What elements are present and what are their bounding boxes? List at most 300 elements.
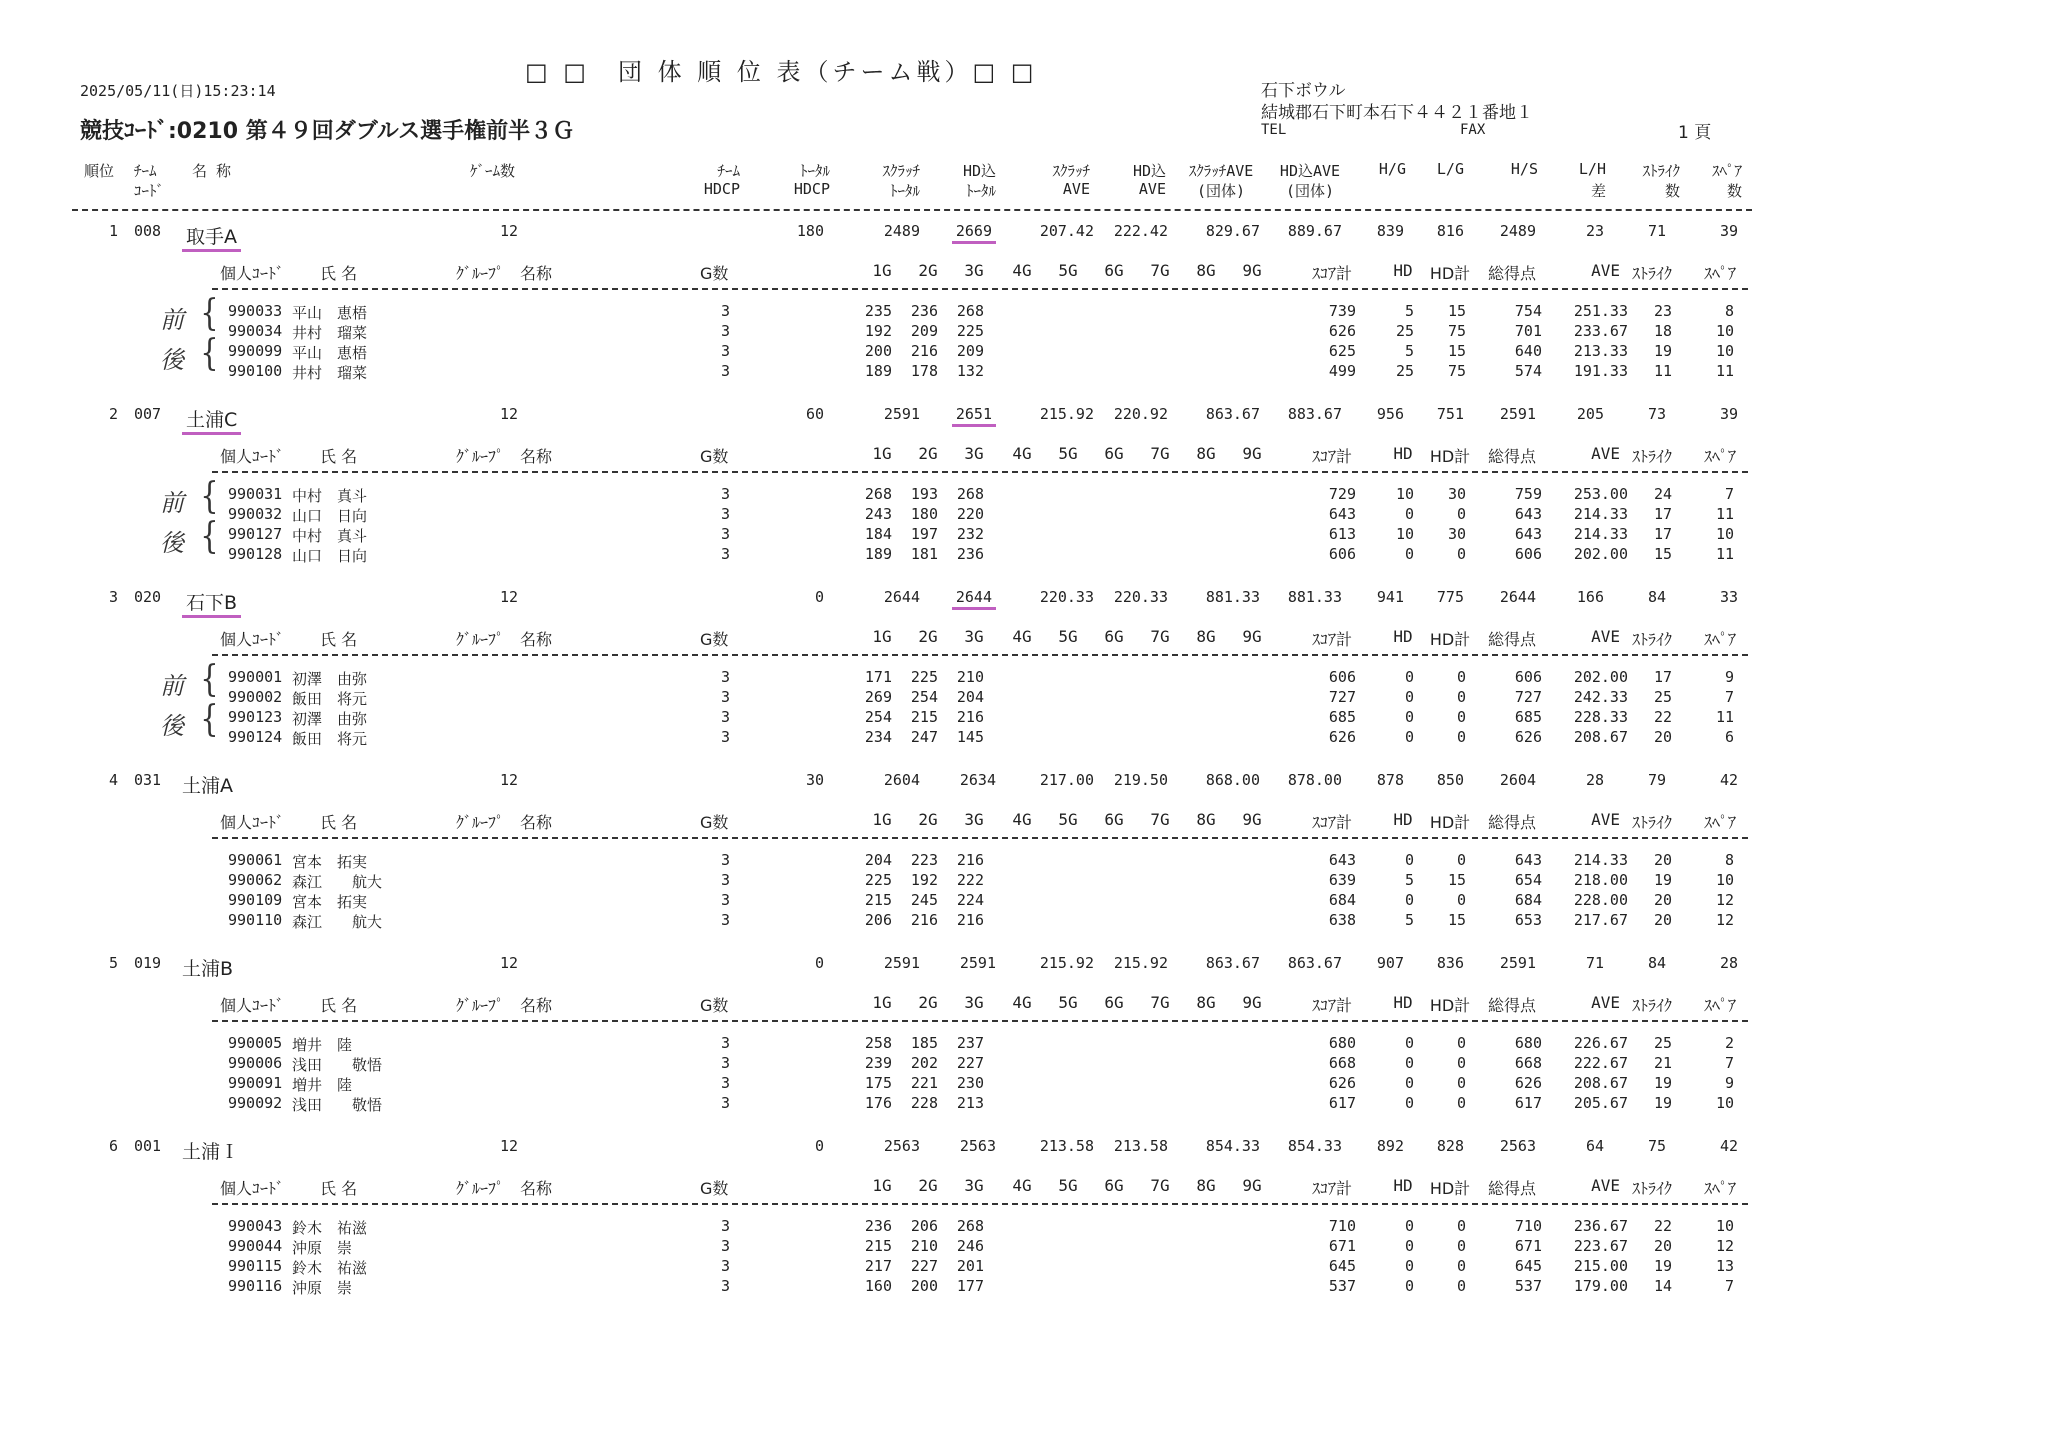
team-code: 008 <box>134 222 162 240</box>
player-header-name: 氏 名 <box>320 264 358 283</box>
player-g3: 145 <box>956 728 984 746</box>
player-header-g4: 4G <box>1012 444 1032 463</box>
player-total: 727 <box>1514 688 1542 706</box>
player-ave: 222.67 <box>1573 1054 1628 1072</box>
player-ave: 223.67 <box>1573 1237 1628 1255</box>
player-header-g5: 5G <box>1058 1176 1078 1195</box>
player-g2: 206 <box>910 1217 938 1235</box>
team-scratch-total: 2604 <box>883 771 920 789</box>
player-ave: 214.33 <box>1573 505 1628 523</box>
player-name: 浅田 敬悟 <box>292 1056 383 1074</box>
th-hd-ave-team-line2: (団体) <box>1285 182 1335 200</box>
player-header-g1: 1G <box>872 444 892 463</box>
player-header-grand-total: 総得点 <box>1487 264 1536 283</box>
player-header-g9: 9G <box>1242 1176 1262 1195</box>
team-hg: 892 <box>1376 1137 1404 1155</box>
player-spare: 2 <box>1724 1034 1734 1052</box>
team-name <box>182 405 292 432</box>
team-games: 12 <box>500 405 519 423</box>
player-name: 鈴木 祐滋 <box>292 1259 368 1277</box>
team-scratch-ave: 215.92 <box>1039 405 1094 423</box>
player-code: 990002 <box>228 688 283 706</box>
player-header-group-name: 名称 <box>520 1179 553 1198</box>
player-name: 宮本 拓実 <box>292 893 368 911</box>
player-g2: 185 <box>910 1034 938 1052</box>
player-hdt: 15 <box>1447 342 1466 360</box>
player-header-divider <box>212 1203 1748 1205</box>
player-g3: 268 <box>956 485 984 503</box>
player-code: 990124 <box>228 728 283 746</box>
player-g2: 200 <box>910 1277 938 1295</box>
team-hd-ave-team: 863.67 <box>1287 954 1342 972</box>
th-hg: H/G <box>1378 160 1406 178</box>
team-scratch-ave-team: 854.33 <box>1205 1137 1260 1155</box>
player-g1: 206 <box>864 911 892 929</box>
player-g1: 269 <box>864 688 892 706</box>
player-spare: 6 <box>1724 728 1734 746</box>
player-g1: 235 <box>864 302 892 320</box>
player-score: 680 <box>1328 1034 1356 1052</box>
player-header-g9: 9G <box>1242 261 1262 280</box>
player-strike: 11 <box>1653 362 1672 380</box>
competition-title: 競技ｺｰﾄﾞ:0210 第４９回ダブルス選手権前半３Ｇ <box>80 119 575 144</box>
team-scratch-ave: 217.00 <box>1039 771 1094 789</box>
player-header-g3: 3G <box>964 1176 984 1195</box>
player-hdt: 0 <box>1456 891 1466 909</box>
th-scratch-ave-team-line1: ｽｸﾗｯﾁAVE <box>1188 162 1254 180</box>
player-games: 3 <box>720 1237 730 1255</box>
player-code: 990033 <box>228 302 283 320</box>
team-spare: 42 <box>1719 1137 1738 1155</box>
player-header-g1: 1G <box>872 993 892 1012</box>
player-score: 639 <box>1328 871 1356 889</box>
player-spare: 11 <box>1715 708 1734 726</box>
player-total: 574 <box>1514 362 1542 380</box>
player-total: 668 <box>1514 1054 1542 1072</box>
player-header-g5: 5G <box>1058 810 1078 829</box>
player-g2: 221 <box>910 1074 938 1092</box>
player-hdt: 0 <box>1456 728 1466 746</box>
player-strike: 20 <box>1653 911 1672 929</box>
team-hs: 2591 <box>1499 954 1536 972</box>
page-number: 1 頁 <box>1678 123 1712 143</box>
team-spare: 39 <box>1719 222 1738 240</box>
player-header-g6: 6G <box>1104 810 1124 829</box>
player-g1: 176 <box>864 1094 892 1112</box>
player-strike: 22 <box>1653 1217 1672 1235</box>
th-team-hdcp-line1: ﾁｰﾑ <box>717 162 740 180</box>
player-name: 飯田 将元 <box>292 730 368 748</box>
player-ave: 215.00 <box>1573 1257 1628 1275</box>
team-scratch-ave: 215.92 <box>1039 954 1094 972</box>
player-hd: 0 <box>1404 851 1414 869</box>
player-g1: 175 <box>864 1074 892 1092</box>
player-g2: 247 <box>910 728 938 746</box>
player-ave: 228.33 <box>1573 708 1628 726</box>
player-games: 3 <box>720 322 730 340</box>
player-hd: 0 <box>1404 1217 1414 1235</box>
player-hd: 25 <box>1395 322 1414 340</box>
player-score: 617 <box>1328 1094 1356 1112</box>
player-ave: 191.33 <box>1573 362 1628 380</box>
player-header-grand-total: 総得点 <box>1487 447 1536 466</box>
player-strike: 21 <box>1653 1054 1672 1072</box>
player-code: 990099 <box>228 342 283 360</box>
player-hd: 0 <box>1404 1257 1414 1275</box>
player-total: 617 <box>1514 1094 1542 1112</box>
th-scratch-ave-line1: ｽｸﾗｯﾁ <box>1052 162 1090 180</box>
player-header-g9: 9G <box>1242 627 1262 646</box>
player-ave: 236.67 <box>1573 1217 1628 1235</box>
player-header-spare: ｽﾍﾟｱ <box>1703 630 1736 649</box>
player-header-g1: 1G <box>872 627 892 646</box>
player-header-g4: 4G <box>1012 627 1032 646</box>
team-total-hdcp: 30 <box>805 771 824 789</box>
handwritten-note: 前 <box>160 489 184 517</box>
player-header-g3: 3G <box>964 810 984 829</box>
player-g3: 230 <box>956 1074 984 1092</box>
team-code: 019 <box>134 954 162 972</box>
player-header-g8: 8G <box>1196 1176 1216 1195</box>
team-total-hdcp: 180 <box>796 222 824 240</box>
team-name-value: 土浦C <box>182 409 241 435</box>
player-header-hd: HD <box>1393 627 1413 646</box>
team-rank: 4 <box>108 771 118 789</box>
team-hs: 2591 <box>1499 405 1536 423</box>
team-spare: 42 <box>1719 771 1738 789</box>
player-header-strike: ｽﾄﾗｲｸ <box>1631 813 1672 832</box>
player-hd: 5 <box>1404 302 1414 320</box>
team-hs: 2604 <box>1499 771 1536 789</box>
player-header-hd-total: HD計 <box>1429 813 1471 832</box>
player-score: 643 <box>1328 851 1356 869</box>
team-hg: 941 <box>1376 588 1404 606</box>
player-spare: 10 <box>1715 342 1734 360</box>
player-header-grand-total: 総得点 <box>1487 813 1536 832</box>
player-g3: 177 <box>956 1277 984 1295</box>
player-code: 990032 <box>228 505 283 523</box>
player-g2: 192 <box>910 871 938 889</box>
player-header-strike: ｽﾄﾗｲｸ <box>1631 264 1672 283</box>
player-hdt: 0 <box>1456 1257 1466 1275</box>
player-games: 3 <box>720 728 730 746</box>
player-hdt: 0 <box>1456 668 1466 686</box>
player-games: 3 <box>720 911 730 929</box>
player-hd: 0 <box>1404 1054 1414 1072</box>
player-header-group: ｸﾞﾙｰﾌﾟ <box>456 1179 505 1198</box>
player-games: 3 <box>720 851 730 869</box>
player-total: 606 <box>1514 668 1542 686</box>
player-strike: 20 <box>1653 891 1672 909</box>
player-score: 668 <box>1328 1054 1356 1072</box>
player-hd: 0 <box>1404 1074 1414 1092</box>
player-hd: 5 <box>1404 342 1414 360</box>
team-hd-ave: 220.33 <box>1113 588 1168 606</box>
player-spare: 8 <box>1724 851 1734 869</box>
player-header-g8: 8G <box>1196 444 1216 463</box>
team-hg: 839 <box>1376 222 1404 240</box>
player-strike: 20 <box>1653 851 1672 869</box>
player-g3: 225 <box>956 322 984 340</box>
player-hd: 0 <box>1404 708 1414 726</box>
team-hd-ave: 213.58 <box>1113 1137 1168 1155</box>
player-header-g6: 6G <box>1104 627 1124 646</box>
player-strike: 24 <box>1653 485 1672 503</box>
player-name: 中村 真斗 <box>292 527 368 545</box>
player-g3: 132 <box>956 362 984 380</box>
player-g3: 222 <box>956 871 984 889</box>
player-g2: 236 <box>910 302 938 320</box>
player-g3: 209 <box>956 342 984 360</box>
player-games: 3 <box>720 1054 730 1072</box>
brace-icon: { <box>200 699 219 740</box>
th-lh-line1: L/H <box>1578 160 1606 178</box>
player-code: 990127 <box>228 525 283 543</box>
team-total-hdcp: 0 <box>814 1137 824 1155</box>
player-header-g3: 3G <box>964 444 984 463</box>
player-spare: 12 <box>1715 911 1734 929</box>
team-spare: 28 <box>1719 954 1738 972</box>
player-code: 990116 <box>228 1277 283 1295</box>
player-g3: 227 <box>956 1054 984 1072</box>
team-name: 土浦Ｉ <box>182 1141 240 1163</box>
player-g3: 224 <box>956 891 984 909</box>
player-games: 3 <box>720 1217 730 1235</box>
player-name: 山口 日向 <box>292 547 368 565</box>
th-lh-line2: 差 <box>1590 182 1606 200</box>
player-g2: 223 <box>910 851 938 869</box>
team-spare: 39 <box>1719 405 1738 423</box>
player-header-g7: 7G <box>1150 261 1170 280</box>
tel-label: TEL <box>1261 122 1287 138</box>
player-strike: 19 <box>1653 871 1672 889</box>
player-strike: 25 <box>1653 1034 1672 1052</box>
player-header-code: 個人ｺｰﾄﾞ <box>220 1179 285 1198</box>
player-hd: 0 <box>1404 1034 1414 1052</box>
player-header-g7: 7G <box>1150 810 1170 829</box>
team-games: 12 <box>500 954 519 972</box>
player-header-strike: ｽﾄﾗｲｸ <box>1631 1179 1672 1198</box>
player-header-g9: 9G <box>1242 810 1262 829</box>
player-hdt: 0 <box>1456 708 1466 726</box>
player-header-ave: AVE <box>1591 993 1620 1012</box>
player-total: 643 <box>1514 505 1542 523</box>
player-header-code: 個人ｺｰﾄﾞ <box>220 264 285 283</box>
player-ave: 213.33 <box>1573 342 1628 360</box>
player-header-group: ｸﾞﾙｰﾌﾟ <box>456 630 505 649</box>
player-hdt: 0 <box>1456 1094 1466 1112</box>
player-name: 沖原 崇 <box>292 1279 353 1297</box>
player-hdt: 0 <box>1456 1034 1466 1052</box>
player-header-divider <box>212 837 1748 839</box>
player-code: 990092 <box>228 1094 283 1112</box>
player-header-spare: ｽﾍﾟｱ <box>1703 996 1736 1015</box>
player-strike: 19 <box>1653 1094 1672 1112</box>
page-title: □ □ 団 体 順 位 表（チーム戦）□ □ <box>525 58 1038 86</box>
team-scratch-ave-team: 863.67 <box>1205 405 1260 423</box>
team-games: 12 <box>500 1137 519 1155</box>
team-rank: 5 <box>108 954 118 972</box>
player-header-g1: 1G <box>872 810 892 829</box>
player-header-g1: 1G <box>872 261 892 280</box>
team-hd-total-value: 2669 <box>952 222 996 244</box>
player-g2: 210 <box>910 1237 938 1255</box>
brace-icon: { <box>200 293 219 334</box>
team-scratch-total: 2644 <box>883 588 920 606</box>
player-g3: 216 <box>956 851 984 869</box>
player-header-group: ｸﾞﾙｰﾌﾟ <box>456 264 505 283</box>
player-score: 729 <box>1328 485 1356 503</box>
player-header-g4: 4G <box>1012 261 1032 280</box>
th-hd-ave-team-line1: HD込AVE <box>1279 162 1341 180</box>
player-ave: 179.00 <box>1573 1277 1628 1295</box>
player-spare: 9 <box>1724 1074 1734 1092</box>
player-games: 3 <box>720 485 730 503</box>
th-hd-ave-line2: AVE <box>1138 180 1166 198</box>
th-team-code-line2: ｺｰﾄﾞ <box>134 182 165 200</box>
player-hdt: 15 <box>1447 911 1466 929</box>
player-games: 3 <box>720 1094 730 1112</box>
team-rank: 6 <box>108 1137 118 1155</box>
team-spare: 33 <box>1719 588 1738 606</box>
player-g1: 239 <box>864 1054 892 1072</box>
header-divider <box>72 209 1752 211</box>
player-code: 990001 <box>228 668 283 686</box>
player-header-hd-total: HD計 <box>1429 264 1471 283</box>
player-strike: 22 <box>1653 708 1672 726</box>
player-header-group: ｸﾞﾙｰﾌﾟ <box>456 813 505 832</box>
player-hdt: 0 <box>1456 1237 1466 1255</box>
player-header-score-total: ｽｺｱ計 <box>1311 813 1352 832</box>
player-total: 654 <box>1514 871 1542 889</box>
player-spare: 10 <box>1715 1217 1734 1235</box>
player-header-g5: 5G <box>1058 444 1078 463</box>
player-header-strike: ｽﾄﾗｲｸ <box>1631 447 1672 466</box>
team-code: 007 <box>134 405 162 423</box>
player-g1: 189 <box>864 545 892 563</box>
player-total: 640 <box>1514 342 1542 360</box>
th-hd-total-line1: HD込 <box>962 162 996 180</box>
player-total: 701 <box>1514 322 1542 340</box>
player-score: 606 <box>1328 545 1356 563</box>
th-team-code-line1: ﾁｰﾑ <box>134 162 157 180</box>
player-total: 759 <box>1514 485 1542 503</box>
venue-name: 石下ボウル <box>1261 81 1346 101</box>
player-header-g2: 2G <box>918 444 938 463</box>
team-lh: 205 <box>1576 405 1604 423</box>
player-ave: 214.33 <box>1573 851 1628 869</box>
player-hd: 0 <box>1404 891 1414 909</box>
player-g2: 180 <box>910 505 938 523</box>
player-g3: 201 <box>956 1257 984 1275</box>
player-strike: 19 <box>1653 1074 1672 1092</box>
player-g2: 254 <box>910 688 938 706</box>
team-rank: 1 <box>108 222 118 240</box>
player-header-g9: 9G <box>1242 444 1262 463</box>
team-scratch-total: 2563 <box>883 1137 920 1155</box>
player-hdt: 0 <box>1456 1277 1466 1295</box>
team-lg: 850 <box>1436 771 1464 789</box>
th-total-hdcp-line2: HDCP <box>793 180 830 198</box>
team-scratch-ave: 207.42 <box>1039 222 1094 240</box>
player-header-name: 氏 名 <box>320 1179 358 1198</box>
player-code: 990110 <box>228 911 283 929</box>
player-header-games: G数 <box>700 447 729 466</box>
player-header-group-name: 名称 <box>520 447 553 466</box>
player-score: 537 <box>1328 1277 1356 1295</box>
team-scratch-ave: 220.33 <box>1039 588 1094 606</box>
team-strike: 73 <box>1647 405 1666 423</box>
player-header-g5: 5G <box>1058 993 1078 1012</box>
player-score: 638 <box>1328 911 1356 929</box>
player-header-group-name: 名称 <box>520 264 553 283</box>
player-strike: 23 <box>1653 302 1672 320</box>
player-score: 626 <box>1328 728 1356 746</box>
player-header-name: 氏 名 <box>320 447 358 466</box>
player-spare: 9 <box>1724 668 1734 686</box>
player-header-score-total: ｽｺｱ計 <box>1311 996 1352 1015</box>
team-lg: 775 <box>1436 588 1464 606</box>
th-total-hdcp-line1: ﾄｰﾀﾙ <box>799 162 830 180</box>
player-strike: 17 <box>1653 505 1672 523</box>
player-score: 671 <box>1328 1237 1356 1255</box>
player-header-g4: 4G <box>1012 993 1032 1012</box>
player-header-hd-total: HD計 <box>1429 630 1471 649</box>
player-code: 990109 <box>228 891 283 909</box>
player-spare: 11 <box>1715 505 1734 523</box>
team-scratch-ave-team: 868.00 <box>1205 771 1260 789</box>
team-lh: 64 <box>1585 1137 1604 1155</box>
player-total: 606 <box>1514 545 1542 563</box>
team-total-hdcp: 0 <box>814 954 824 972</box>
player-g2: 193 <box>910 485 938 503</box>
player-hdt: 75 <box>1447 322 1466 340</box>
team-lg: 816 <box>1436 222 1464 240</box>
team-scratch-ave-team: 881.33 <box>1205 588 1260 606</box>
player-header-group-name: 名称 <box>520 813 553 832</box>
player-header-g5: 5G <box>1058 261 1078 280</box>
player-games: 3 <box>720 891 730 909</box>
player-g2: 209 <box>910 322 938 340</box>
player-header-code: 個人ｺｰﾄﾞ <box>220 996 285 1015</box>
player-g2: 216 <box>910 342 938 360</box>
player-strike: 15 <box>1653 545 1672 563</box>
player-games: 3 <box>720 302 730 320</box>
player-header-hd: HD <box>1393 444 1413 463</box>
team-hd-ave: 219.50 <box>1113 771 1168 789</box>
player-hd: 0 <box>1404 1094 1414 1112</box>
player-total: 626 <box>1514 728 1542 746</box>
player-header-g8: 8G <box>1196 261 1216 280</box>
th-lg: L/G <box>1436 160 1464 178</box>
player-g1: 204 <box>864 851 892 869</box>
player-total: 754 <box>1514 302 1542 320</box>
player-name: 中村 真斗 <box>292 487 368 505</box>
player-header-grand-total: 総得点 <box>1487 1179 1536 1198</box>
player-total: 671 <box>1514 1237 1542 1255</box>
player-games: 3 <box>720 668 730 686</box>
player-header-g7: 7G <box>1150 993 1170 1012</box>
team-strike: 84 <box>1647 954 1666 972</box>
player-hd: 0 <box>1404 1277 1414 1295</box>
team-hs: 2644 <box>1499 588 1536 606</box>
team-hd-ave-team: 878.00 <box>1287 771 1342 789</box>
venue-address: 結城郡石下町本石下４４２１番地１ <box>1261 103 1533 123</box>
player-header-ave: AVE <box>1591 627 1620 646</box>
player-score: 645 <box>1328 1257 1356 1275</box>
player-name: 初澤 由弥 <box>292 710 368 728</box>
player-g2: 197 <box>910 525 938 543</box>
